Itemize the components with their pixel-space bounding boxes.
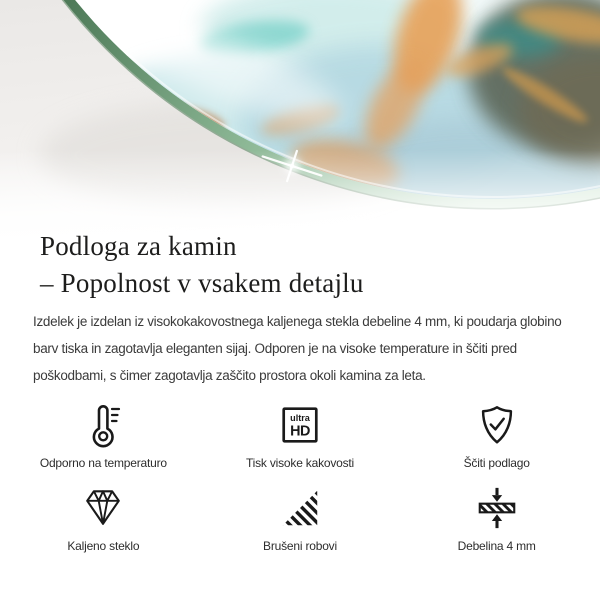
svg-text:ultra: ultra [290, 413, 310, 424]
brushed-edges-icon [278, 483, 322, 533]
feature-temperature [5, 400, 202, 470]
svg-text:HD: HD [290, 423, 310, 440]
feature-label: Odporno na temperaturo [39, 456, 167, 470]
page-title-line2: – Popolnost v vsakem detajlu [40, 268, 364, 298]
feature-label: Kaljeno steklo [67, 539, 140, 553]
marble-glass-art [0, 0, 600, 260]
ultra-hd-icon [277, 400, 323, 450]
thermometer-icon [79, 400, 127, 450]
thickness-icon [474, 483, 520, 533]
feature-print-quality [202, 400, 399, 470]
page-title [40, 228, 364, 302]
feature-row-1 [5, 400, 595, 470]
product-description: Izdelek je izdelan iz visokokakovostnega kaljenega stekla debeline 4 mm, ki poudarja globino barv tiska in zagotavlja eleganten sijaj. Odporen je na visoke temperature in ščiti pred poškodbami, s čimer zagotavlja zaščito prostora okoli kamina za leta. [33, 314, 562, 383]
feature-thickness [398, 483, 595, 553]
product-photo [0, 0, 600, 260]
shield-check-icon [474, 400, 520, 450]
feature-polished-edges [202, 483, 399, 553]
feature-label: Debelina 4 mm [457, 539, 536, 553]
page-title-line1: Podloga za kamin [40, 231, 237, 261]
feature-label: Tisk visoke kakovosti [245, 456, 355, 470]
feature-row-2 [5, 483, 595, 553]
diamond-icon [80, 483, 126, 533]
feature-label: Brušeni robovi [263, 539, 337, 553]
feature-grid [5, 400, 595, 553]
feature-tempered-glass [5, 483, 202, 553]
feature-label: Ščiti podlago [463, 456, 530, 470]
feature-protects [398, 400, 595, 470]
